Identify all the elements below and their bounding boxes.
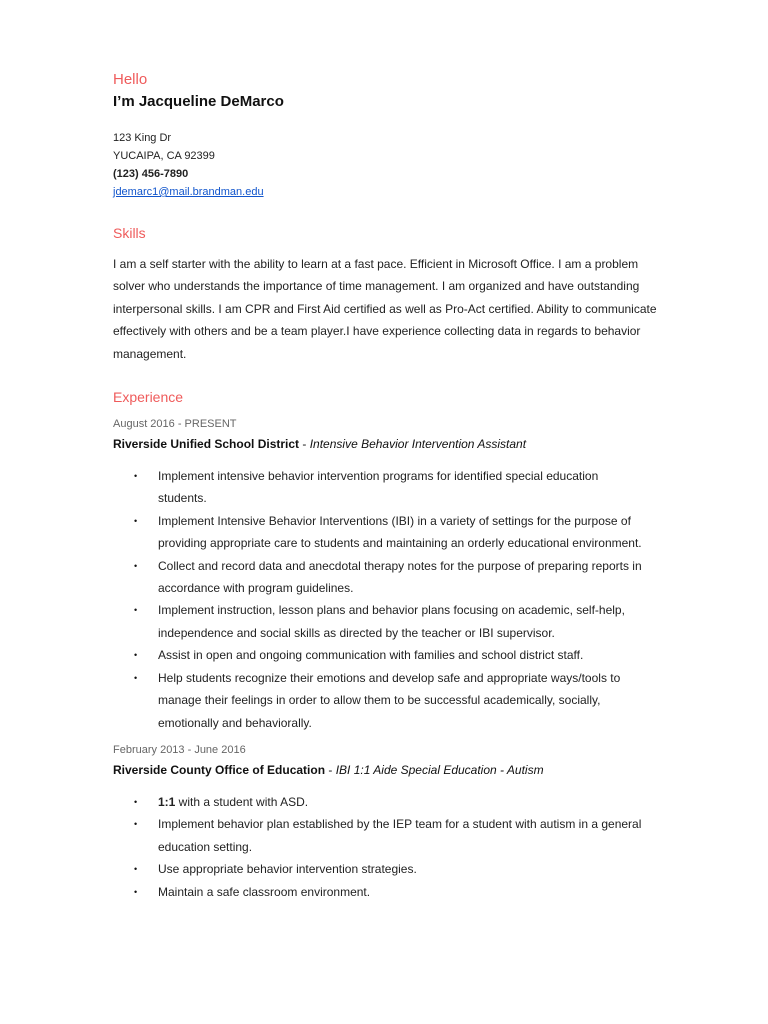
resume-page xyxy=(113,70,658,903)
list-item xyxy=(134,813,658,858)
duty-text: with a student with ASD. xyxy=(175,794,309,809)
skills-paragraph: I am a self starter with the ability to learn at a fast pace. Efficient in Microsoft Office. I am a problem solver who understands the importance of time management. I am organized and have outstanding interpersonal skills. I am CPR and First Aid certified as well as Pro-Act certified. Ability to communicate effectively with others and be a team player.I have experience collecting data in regards to behavior management. xyxy=(113,257,657,361)
bullet-icon: • xyxy=(134,650,138,661)
duty-text: Help students recognize their emotions and develop safe and appropriate ways/tools to manage their feelings in order to allow them to be successful academically, socially, emotionally and behaviorally. xyxy=(158,670,621,730)
candidate-name: I’m Jacqueline DeMarco xyxy=(113,93,284,110)
job-entry xyxy=(113,417,658,734)
list-item xyxy=(134,881,658,903)
list-item xyxy=(134,791,658,813)
job-separator: - xyxy=(299,437,310,452)
list-item xyxy=(134,667,658,734)
duty-text: Collect and record data and anecdotal therapy notes for the purpose of preparing reports in accordance with program guidelines. xyxy=(158,558,642,596)
greeting: Hello xyxy=(113,71,148,88)
bullet-icon: • xyxy=(134,886,138,897)
job-dates: February 2013 - June 2016 xyxy=(113,743,246,756)
bullet-icon: • xyxy=(134,515,138,526)
duty-text: Implement intensive behavior intervention programs for identified special education students. xyxy=(158,469,599,506)
bullet-icon: • xyxy=(134,864,138,875)
bullet-icon: • xyxy=(134,560,138,571)
list-item xyxy=(134,510,658,555)
list-item xyxy=(134,858,658,880)
bullet-icon: • xyxy=(134,471,138,482)
duty-text: Use appropriate behavior intervention strategies. xyxy=(158,862,417,877)
duty-text: Assist in open and ongoing communication with families and school district staff. xyxy=(158,648,584,663)
job-duties-list xyxy=(113,791,658,903)
job-dates: August 2016 - PRESENT xyxy=(113,418,237,431)
skills-heading: Skills xyxy=(113,225,146,241)
job-role: Intensive Behavior Intervention Assistant xyxy=(309,437,527,452)
job-organization: Riverside County Office of Education xyxy=(113,762,326,777)
contact-email-link[interactable]: jdemarc1@mail.brandman.edu xyxy=(113,186,264,198)
duty-text: Implement Intensive Behavior Interventions (IBI) in a variety of settings for the purpose of providing appropriate care to students and maintaining an orderly educational environment. xyxy=(158,513,642,551)
duty-text: Maintain a safe classroom environment. xyxy=(158,884,371,899)
bullet-icon: • xyxy=(134,605,138,616)
job-entry xyxy=(113,743,658,903)
job-role: IBI 1:1 Aide Special Education - Autism xyxy=(335,762,544,777)
duty-bold-text: 1:1 xyxy=(158,794,176,809)
job-heading xyxy=(113,760,658,780)
contact-phone: (123) 456-7890 xyxy=(113,168,189,180)
bullet-icon: • xyxy=(134,796,138,807)
job-separator: - xyxy=(325,762,336,777)
contact-block xyxy=(113,129,658,201)
contact-city: YUCAIPA, CA 92399 xyxy=(113,150,215,162)
duty-text: Implement behavior plan established by the IEP team for a student with autism in a general education setting. xyxy=(158,817,642,854)
list-item xyxy=(134,644,658,666)
list-item xyxy=(134,465,658,510)
job-heading xyxy=(113,434,658,454)
job-organization: Riverside Unified School District xyxy=(113,437,300,452)
experience-heading: Experience xyxy=(113,389,184,406)
duty-text: Implement instruction, lesson plans and behavior plans focusing on academic, self-help, independence and social skills as directed by the teacher or IBI supervisor. xyxy=(158,603,625,640)
bullet-icon: • xyxy=(134,672,138,683)
list-item xyxy=(134,599,658,644)
bullet-icon: • xyxy=(134,819,138,830)
job-duties-list xyxy=(113,465,658,734)
list-item xyxy=(134,555,658,600)
contact-street: 123 King Dr xyxy=(113,132,172,144)
